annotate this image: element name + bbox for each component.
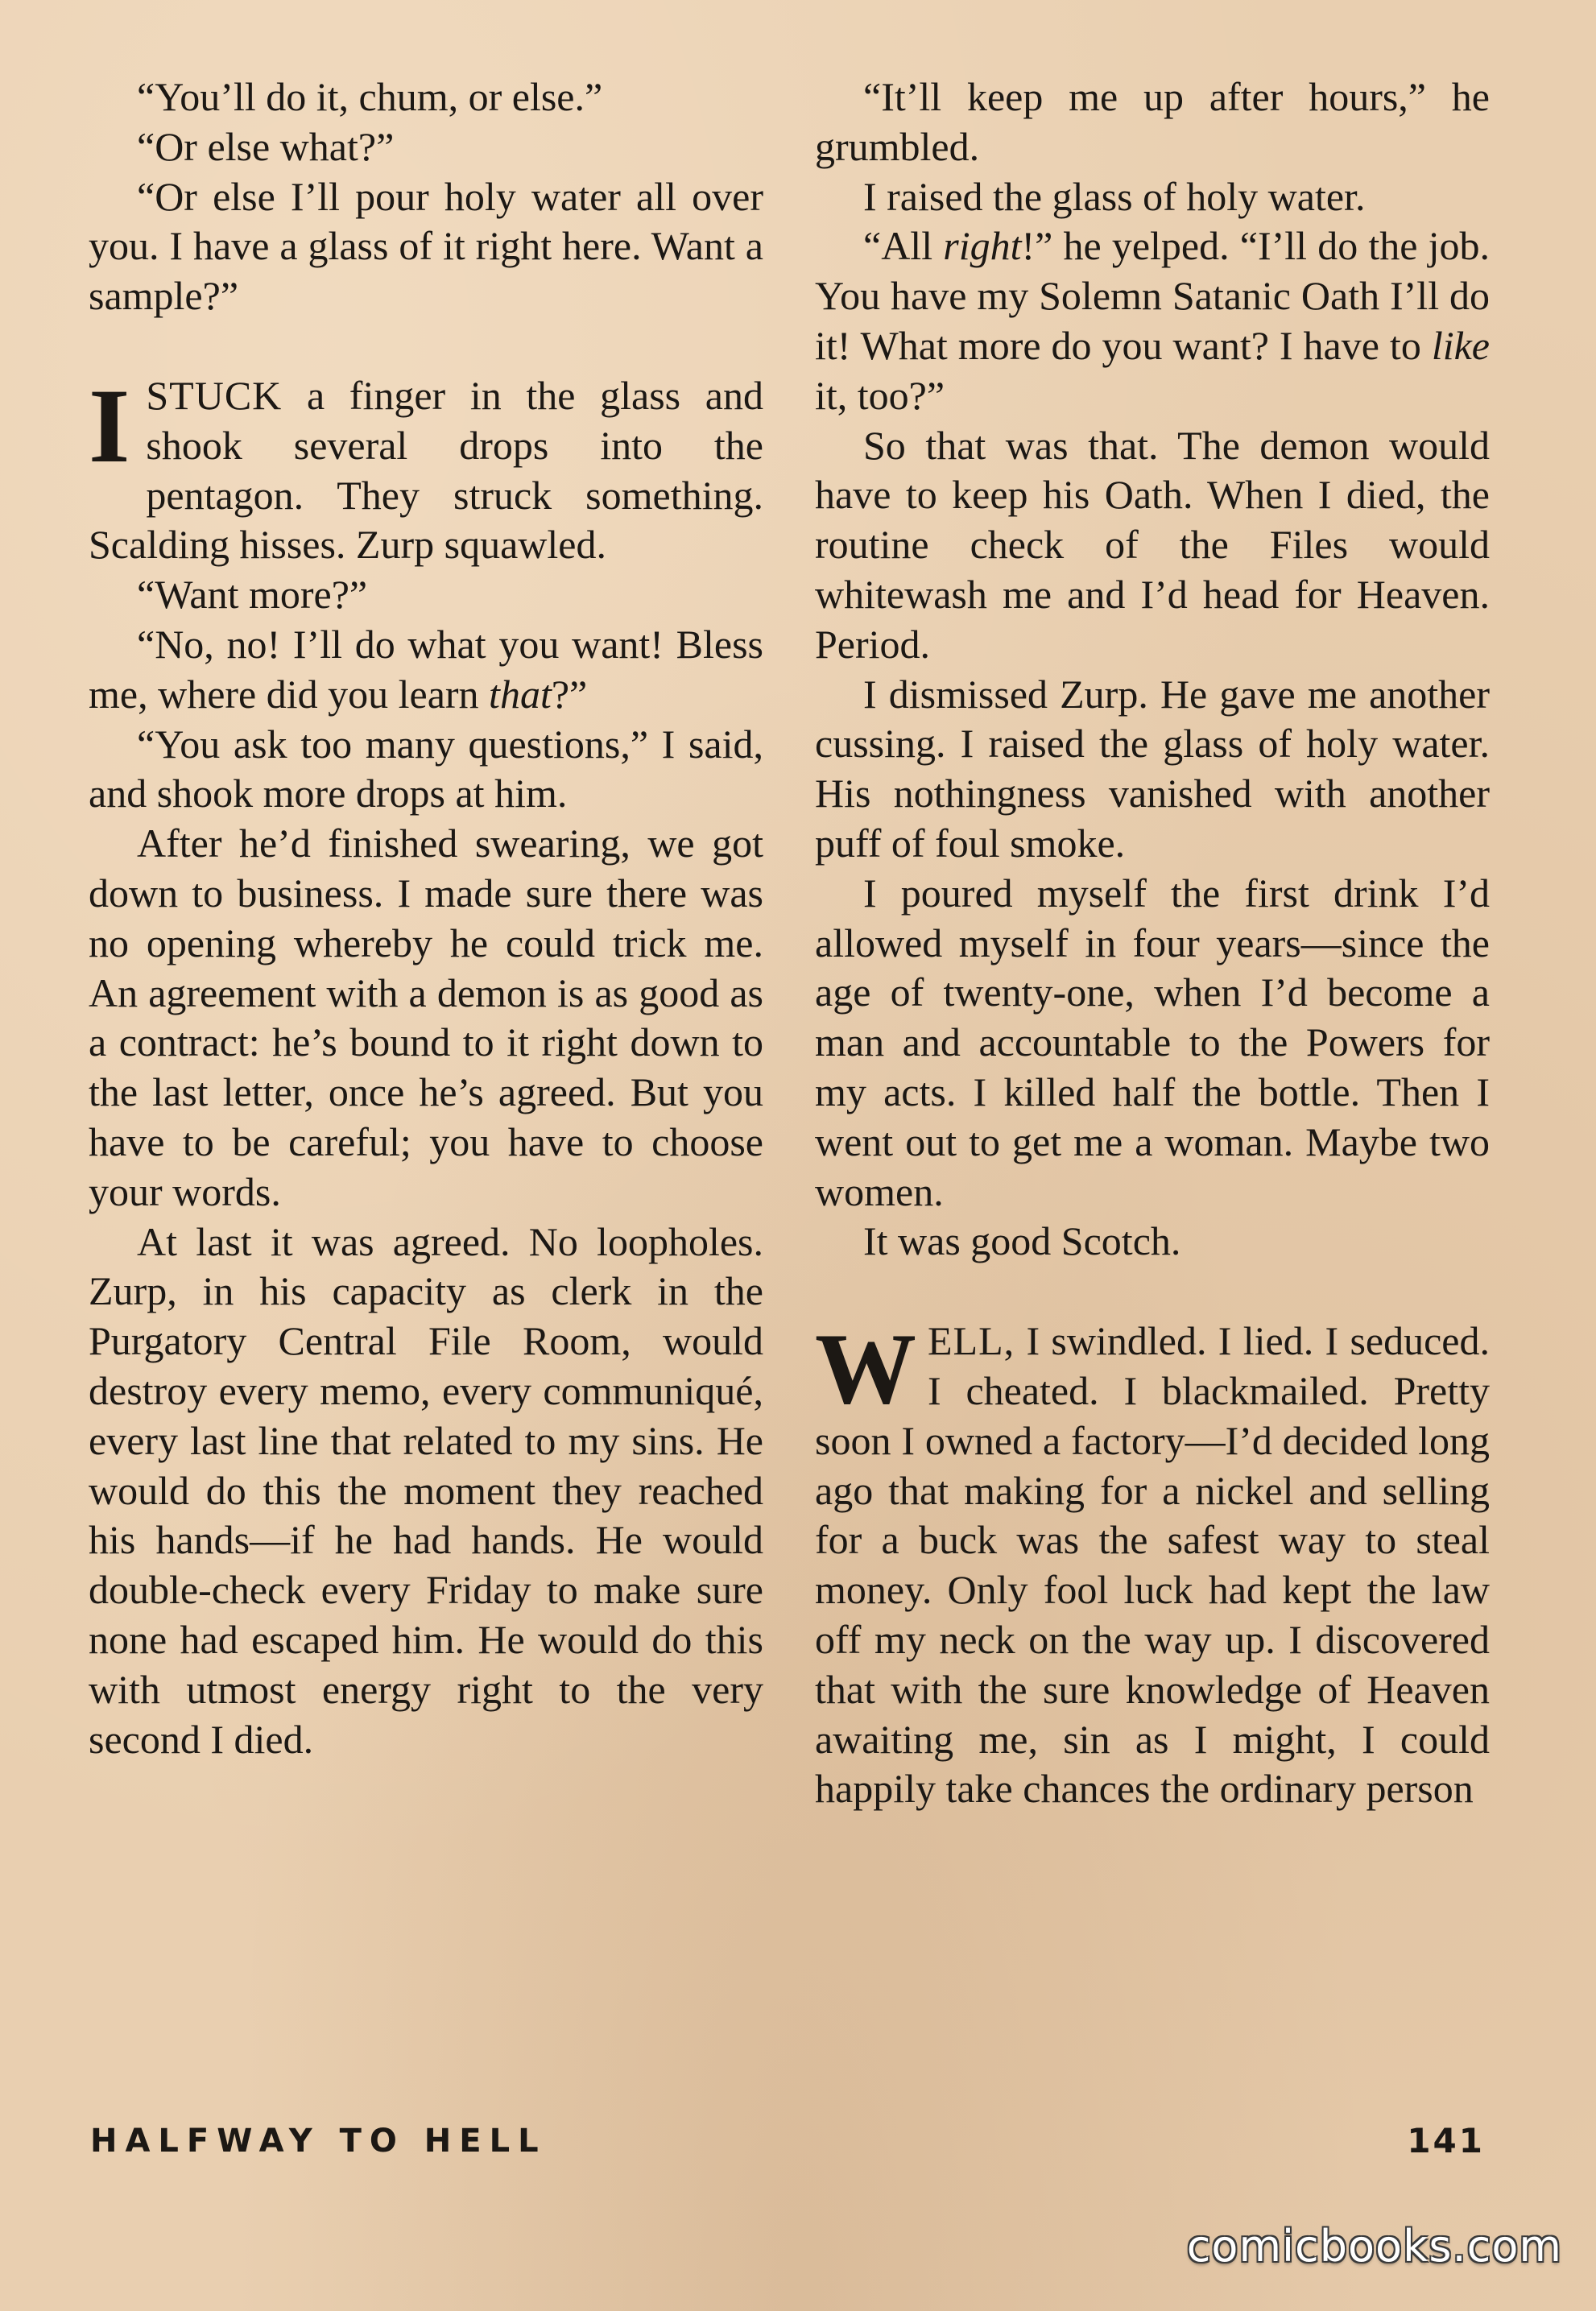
section-opening-paragraph bbox=[815, 1313, 1490, 1814]
paragraph: “Want more?” bbox=[137, 572, 368, 618]
section-break bbox=[815, 1267, 1490, 1317]
paragraph-text: “All bbox=[863, 223, 944, 269]
drop-cap: I bbox=[89, 366, 130, 485]
paragraph bbox=[815, 221, 1490, 420]
drop-cap: W bbox=[815, 1313, 916, 1426]
right-column bbox=[815, 72, 1490, 1814]
paragraph: So that was that. The demon would have to keep his Oath. When I died, the routine check of the Files would whitewash me and I’d head for Heaven. Period. bbox=[815, 422, 1490, 667]
section-opening-paragraph bbox=[89, 366, 763, 570]
paragraph: I poured myself the first drink I’d allowed myself in four years—since the age of twenty-one, when I’d become a man and accountable to the Powers for my acts. I killed half the bottle. Then I went out to get me a woman. Maybe two women. bbox=[815, 870, 1490, 1214]
left-column bbox=[89, 72, 763, 1764]
paragraph: I raised the glass of holy water. bbox=[863, 173, 1366, 219]
page-number: 141 bbox=[1407, 2121, 1485, 2160]
paragraph: “It’ll keep me up after hours,” he grumbled. bbox=[815, 74, 1490, 169]
paragraph: “Or else what?” bbox=[137, 123, 395, 169]
paragraph-text: a finger in the glass and shook several drops into the pentagon. They struck something. Scalding hisses. Zurp squawled. bbox=[89, 372, 763, 568]
paragraph: After he’d finished swearing, we got down to business. I made sure there was no opening whereby he could trick me. An agreement with a demon is as good as a contract: he’s bound to it right down to the last letter, once he’s agreed. But you have to be careful; you have to choose your words. bbox=[89, 821, 763, 1214]
paragraph: It was good Scotch. bbox=[863, 1218, 1181, 1264]
paragraph: I dismissed Zurp. He gave me another cussing. I raised the glass of holy water. His nothingness vanished with another puff of foul smoke. bbox=[815, 671, 1490, 866]
italic-text: like bbox=[1431, 322, 1490, 368]
paragraph-text: it, too?” bbox=[815, 372, 945, 418]
section-break bbox=[89, 321, 763, 371]
paragraph-text: !” he yelped. “I’ll do the job. You have my Solemn Satanic Oath I’ll do it! What more do you want? I have to bbox=[815, 223, 1490, 368]
paragraph: “You ask too many questions,” I said, and shook more drops at him. bbox=[89, 721, 763, 816]
paragraph: “Or else I’ll pour holy water all over you. I have a glass of it right here. Want a sample?” bbox=[89, 173, 763, 319]
paragraph-text: “No, no! I’ll do what you want! Bless me, where did you learn bbox=[89, 621, 763, 717]
italic-text: right bbox=[943, 223, 1022, 269]
italic-text: that bbox=[489, 671, 552, 717]
paragraph-text: ?” bbox=[551, 671, 588, 717]
paragraph bbox=[89, 620, 763, 720]
opening-words: ELL, bbox=[928, 1318, 1015, 1364]
paragraph: “You’ll do it, chum, or else.” bbox=[137, 74, 603, 119]
paragraph-text: I swindled. I lied. I seduced. I cheated. I blackmailed. Pretty soon I owned a factory—I’d decided long ago that making for a nickel and selling for a buck was the safest way to steal money. Only fool luck had kept the law off my neck on the way up. I discovered that with the sure knowledge of Heaven awaiting me, sin as I might, I could happily take chances the ordinary person bbox=[815, 1318, 1490, 1812]
watermark-logo: comicbooks.com bbox=[1186, 2221, 1562, 2272]
opening-words: STUCK bbox=[146, 372, 283, 418]
paragraph: At last it was agreed. No loopholes. Zurp, in his capacity as clerk in the Purgatory Central File Room, would destroy every memo, every communiqué, every last line that related to my sins. He would do this the moment they reached his hands—if he had hands. He would double-check every Friday to make sure none had escaped him. He would do this with utmost energy right to the very second I died. bbox=[89, 1218, 763, 1762]
running-footer-title: HALFWAY TO HELL bbox=[90, 2123, 547, 2160]
